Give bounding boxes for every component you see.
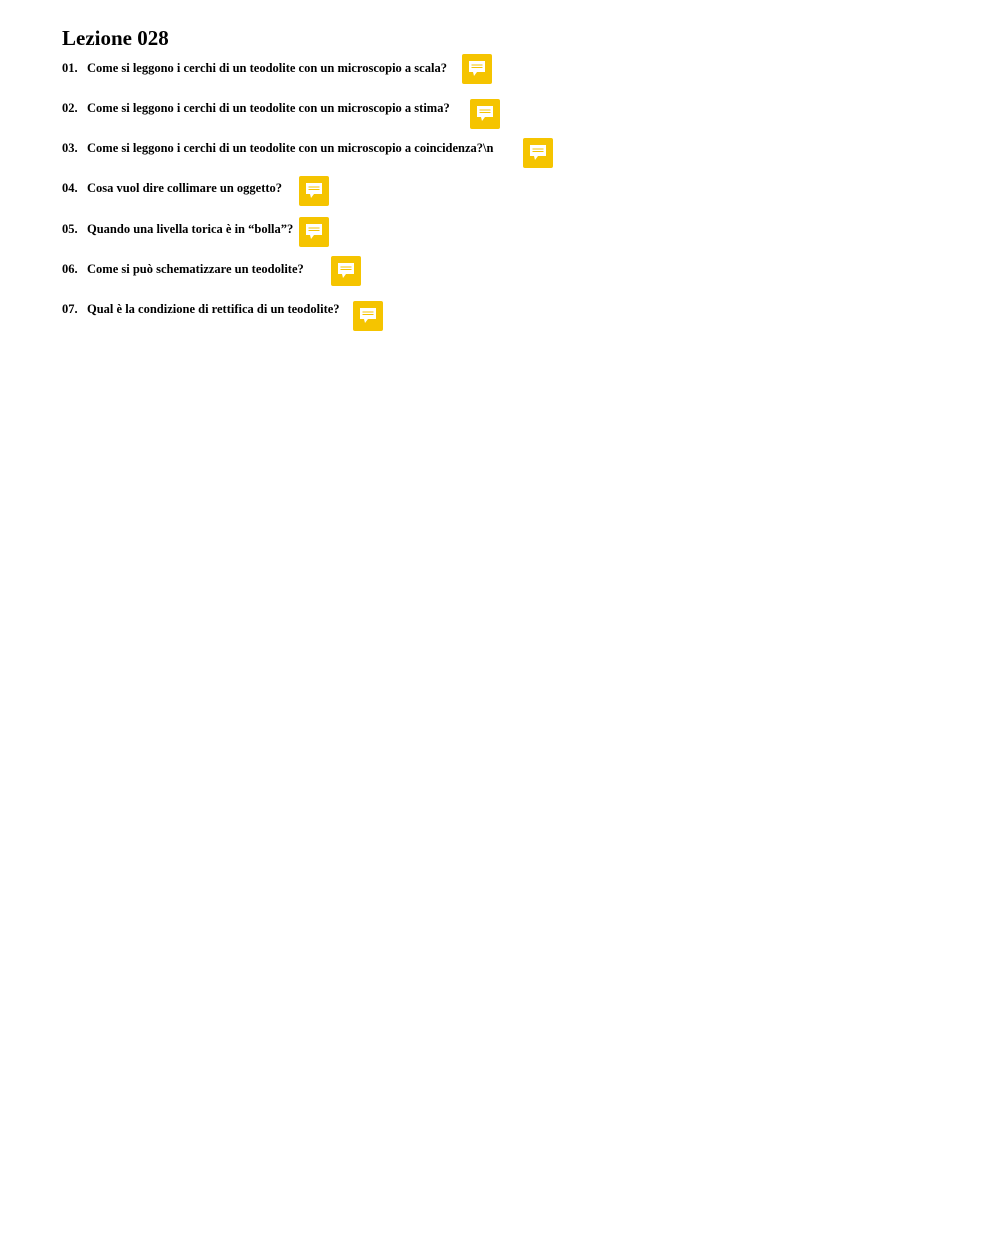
question-text: Come si leggono i cerchi di un teodolite con un microscopio a scala? <box>87 61 447 75</box>
question-number: 04. <box>62 181 78 195</box>
question-number: 01. <box>62 61 78 75</box>
question-text: Come si può schematizzare un teodolite? <box>87 262 304 276</box>
question-text: Cosa vuol dire collimare un oggetto? <box>87 181 283 195</box>
comment-note-icon[interactable] <box>331 256 361 286</box>
comment-note-icon[interactable] <box>299 217 329 247</box>
comment-note-icon[interactable] <box>523 138 553 168</box>
question-text: Come si leggono i cerchi di un teodolite con un microscopio a stima? <box>87 101 450 115</box>
comment-note-icon[interactable] <box>353 301 383 331</box>
question-number: 07. <box>62 302 78 316</box>
question-number: 03. <box>62 141 78 155</box>
page-title: Lezione 028 <box>62 26 169 50</box>
comment-note-icon[interactable] <box>299 176 329 206</box>
question-text: Quando una livella torica è in “bolla”? <box>87 222 294 236</box>
question-text: Qual è la condizione di rettifica di un teodolite? <box>87 302 340 316</box>
question-number: 02. <box>62 101 78 115</box>
comment-note-icon[interactable] <box>462 54 492 84</box>
question-number: 06. <box>62 262 78 276</box>
question-number: 05. <box>62 222 78 236</box>
comment-note-icon[interactable] <box>470 99 500 129</box>
question-text: Come si leggono i cerchi di un teodolite con un microscopio a coincidenza?\n <box>87 141 494 155</box>
